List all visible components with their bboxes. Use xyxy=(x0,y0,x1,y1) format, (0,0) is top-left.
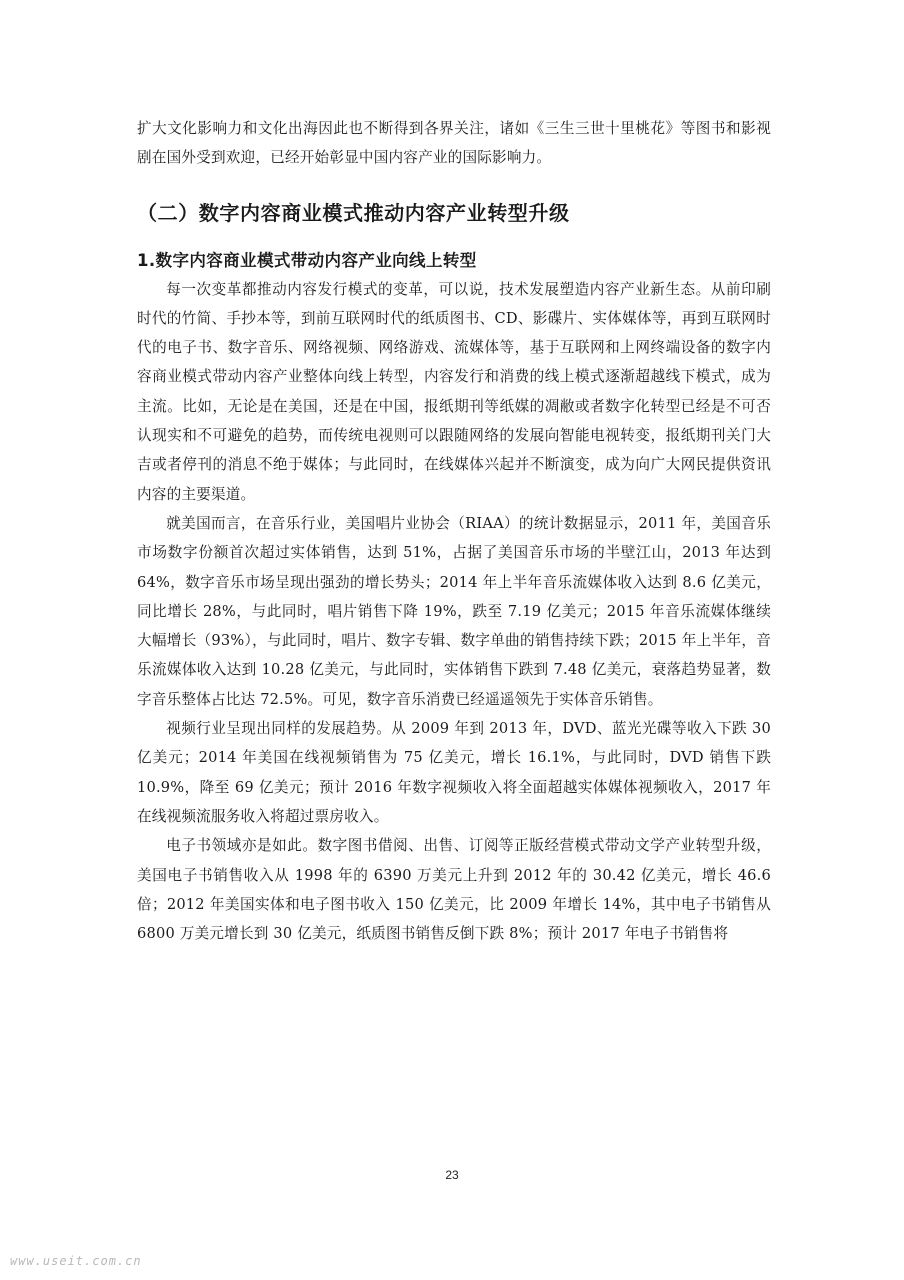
paragraph-video-industry: 视频行业呈现出同样的发展趋势。从 2009 年到 2013 年，DVD、蓝光光碟等收入下跌 30 亿美元；2014 年美国在线视频销售为 75 亿美元，增长 16.1%，与此同时，DVD 销售下跌 10.9%，降至 69 亿美元；预计 2016 年数字视频收入将全面超越实体媒体视频收入，2017 年在线视频流服务收入将超过票房收入。 xyxy=(137,720,771,825)
paragraph-transformation: 每一次变革都推动内容发行模式的变革，可以说，技术发展塑造内容产业新生态。从前印刷时代的竹简、手抄本等，到前互联网时代的纸质图书、CD、影碟片、实体媒体等，再到互联网时代的电子书、数字音乐、网络视频、网络游戏、流媒体等，基于互联网和上网终端设备的数字内容商业模式带动内容产业整体向线上转型，内容发行和消费的线上模式逐渐超越线下模式，成为主流。比如，无论是在美国，还是在中国，报纸期刊等纸媒的凋敝或者数字化转型已经是不可否认现实和不可避免的趋势，而传统电视则可以跟随网络的发展向智能电视转变，报纸期刊关门大吉或者停刊的消息不绝于媒体；与此同时，在线媒体兴起并不断演变，成为向广大网民提供资讯内容的主要渠道。 xyxy=(137,280,771,503)
subsection-heading: 1.数字内容商业模式带动内容产业向线上转型 xyxy=(137,250,477,270)
site-watermark: www.useit.com.cn xyxy=(10,1254,142,1268)
page-number: 23 xyxy=(445,1168,459,1182)
paragraph-music-industry: 就美国而言，在音乐行业，美国唱片业协会（RIAA）的统计数据显示，2011 年，美国音乐市场数字份额首次超过实体销售，达到 51%，占据了美国音乐市场的半壁江山，2013 年达到 64%，数字音乐市场呈现出强劲的增长势头；2014 年上半年音乐流媒体收入达到 8.6 亿美元，同比增长 28%，与此同时，唱片销售下降 19%，跌至 7.19 亿美元；2015 年音乐流媒体继续大幅增长（93%），与此同时，唱片、数字专辑、数字单曲的销售持续下跌；2015 年上半年，音乐流媒体收入达到 10.28 亿美元，与此同时，实体销售下跌到 7.48 亿美元，衰落趋势显著，数字音乐整体占比达 72.5%。可见，数字音乐消费已经遥遥领先于实体音乐销售。 xyxy=(137,514,771,708)
intro-paragraph: 扩大文化影响力和文化出海因此也不断得到各界关注，诸如《三生三世十里桃花》等图书和影视剧在国外受到欢迎，已经开始彰显中国内容产业的国际影响力。 xyxy=(137,120,771,167)
paragraph-ebook-industry: 电子书领域亦是如此。数字图书借阅、出售、订阅等正版经营模式带动文学产业转型升级，美国电子书销售收入从 1998 年的 6390 万美元上升到 2012 年的 30.42 亿美元，增长 46.6 倍；2012 年美国实体和电子图书收入 150 亿美元，比 2009 年增长 14%，其中电子书销售从 6800 万美元增长到 30 亿美元，纸质图书销售反倒下跌 8%；预计 2017 年电子书销售将 xyxy=(137,837,771,943)
document-page xyxy=(137,114,771,948)
section-heading: （二）数字内容商业模式推动内容产业转型升级 xyxy=(137,200,570,225)
